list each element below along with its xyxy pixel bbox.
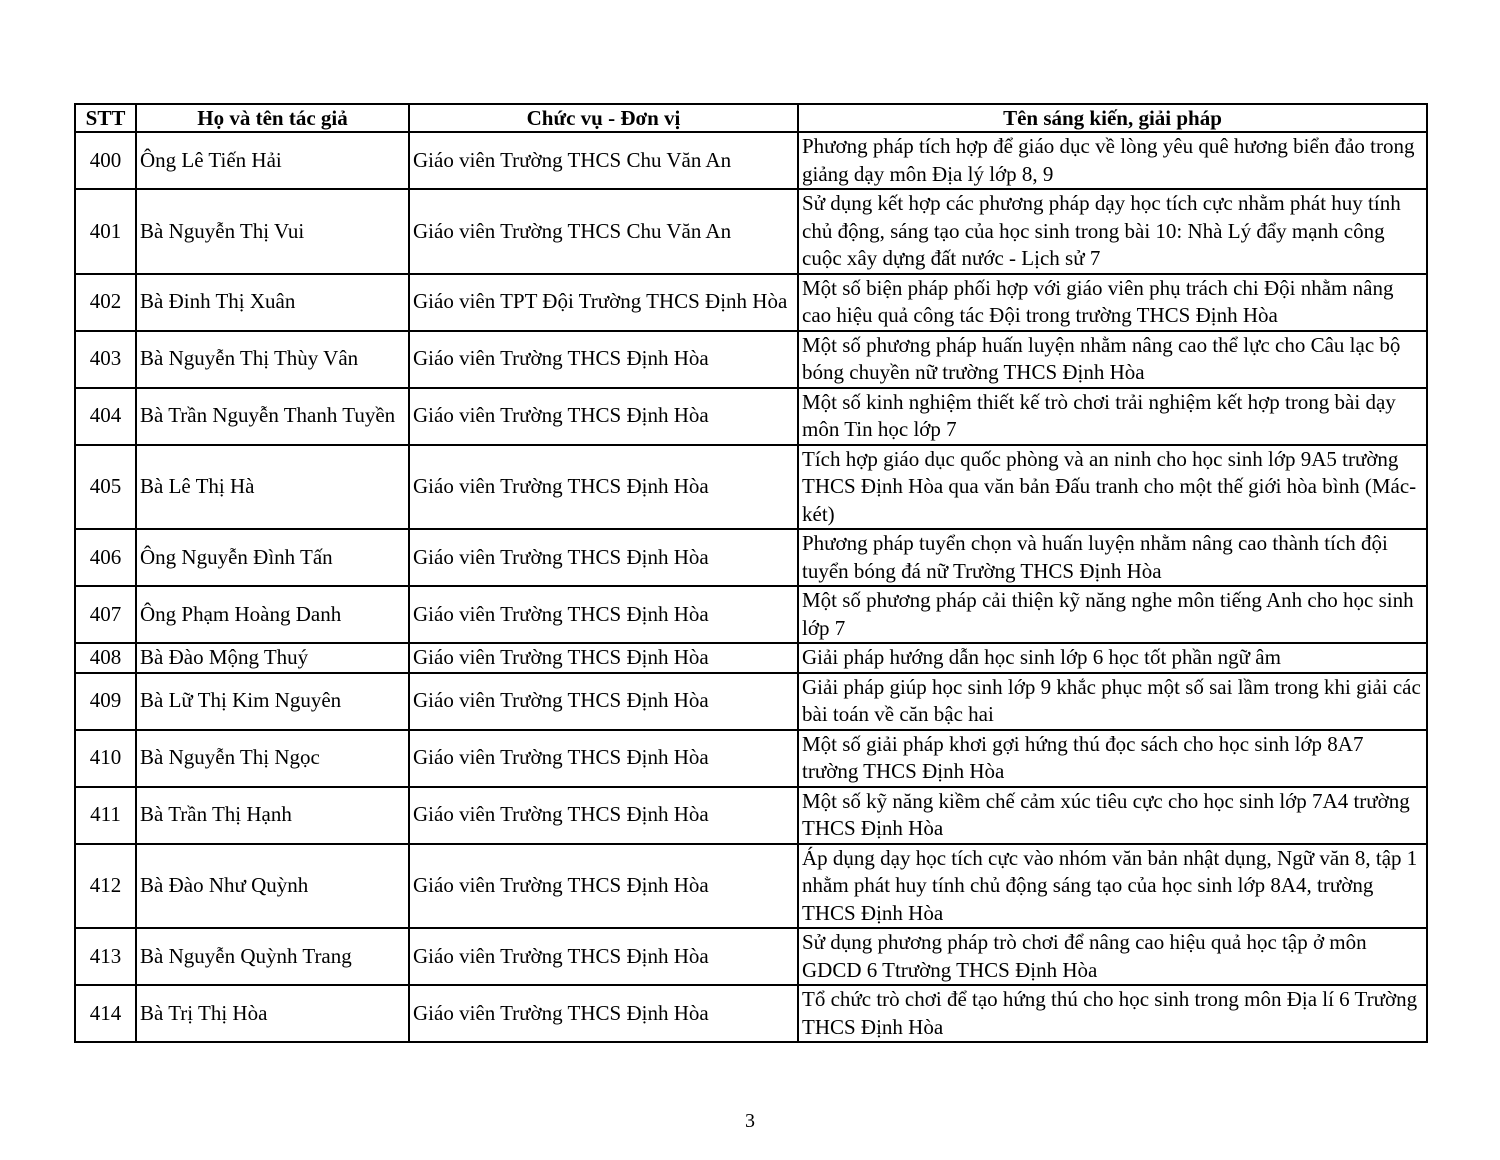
- cell-position-unit: Giáo viên Trường THCS Định Hòa: [409, 331, 798, 388]
- table-row: [75, 928, 1427, 985]
- cell-initiative-title: Một số kinh nghiệm thiết kế trò chơi trải nghiệm kết hợp trong bài dạy môn Tin học lớp 7: [798, 388, 1427, 445]
- cell-author-name: Ông Lê Tiến Hải: [136, 132, 409, 189]
- cell-position-unit: Giáo viên Trường THCS Chu Văn An: [409, 132, 798, 189]
- cell-stt: 405: [75, 445, 136, 530]
- page-number: 3: [745, 1110, 755, 1132]
- cell-initiative-title: Phương pháp tích hợp để giáo dục về lòng yêu quê hương biển đảo trong giảng dạy môn Địa lý lớp 8, 9: [798, 132, 1427, 189]
- cell-author-name: Bà Lữ Thị Kim Nguyên: [136, 673, 409, 730]
- cell-author-name: Bà Nguyễn Thị Vui: [136, 189, 409, 274]
- cell-position-unit: Giáo viên Trường THCS Định Hòa: [409, 586, 798, 643]
- cell-stt: 401: [75, 189, 136, 274]
- table-row: [75, 529, 1427, 586]
- cell-initiative-title: Một số kỹ năng kiềm chế cảm xúc tiêu cực cho học sinh lớp 7A4 trường THCS Định Hòa: [798, 787, 1427, 844]
- header-initiative-title: Tên sáng kiến, giải pháp: [798, 104, 1427, 132]
- cell-stt: 409: [75, 673, 136, 730]
- cell-author-name: Bà Trần Thị Hạnh: [136, 787, 409, 844]
- table-row: [75, 189, 1427, 274]
- cell-author-name: Bà Đào Mộng Thuý: [136, 643, 409, 673]
- cell-position-unit: Giáo viên Trường THCS Định Hòa: [409, 673, 798, 730]
- cell-initiative-title: Phương pháp tuyển chọn và huấn luyện nhằm nâng cao thành tích đội tuyển bóng đá nữ Trường THCS Định Hòa: [798, 529, 1427, 586]
- cell-stt: 403: [75, 331, 136, 388]
- cell-author-name: Bà Nguyễn Thị Thùy Vân: [136, 331, 409, 388]
- header-stt: STT: [75, 104, 136, 132]
- header-author-name: Họ và tên tác giả: [136, 104, 409, 132]
- cell-stt: 411: [75, 787, 136, 844]
- table-row: [75, 274, 1427, 331]
- cell-author-name: Bà Nguyễn Quỳnh Trang: [136, 928, 409, 985]
- cell-stt: 413: [75, 928, 136, 985]
- cell-position-unit: Giáo viên Trường THCS Định Hòa: [409, 643, 798, 673]
- cell-position-unit: Giáo viên Trường THCS Chu Văn An: [409, 189, 798, 274]
- cell-author-name: Ông Nguyễn Đình Tấn: [136, 529, 409, 586]
- cell-stt: 414: [75, 985, 136, 1042]
- table-row: [75, 388, 1427, 445]
- cell-initiative-title: Một số giải pháp khơi gợi hứng thú đọc sách cho học sinh lớp 8A7 trường THCS Định Hòa: [798, 730, 1427, 787]
- cell-author-name: Bà Nguyễn Thị Ngọc: [136, 730, 409, 787]
- cell-author-name: Bà Đào Như Quỳnh: [136, 844, 409, 929]
- header-position-unit: Chức vụ - Đơn vị: [409, 104, 798, 132]
- table-row: [75, 331, 1427, 388]
- cell-initiative-title: Sử dụng kết hợp các phương pháp dạy học tích cực nhằm phát huy tính chủ động, sáng tạo của học sinh trong bài 10: Nhà Lý đẩy mạnh công cuộc xây dựng đất nước - Lịch sử 7: [798, 189, 1427, 274]
- cell-stt: 408: [75, 643, 136, 673]
- cell-stt: 400: [75, 132, 136, 189]
- cell-initiative-title: Giải pháp giúp học sinh lớp 9 khắc phục một số sai lầm trong khi giải các bài toán về căn bậc hai: [798, 673, 1427, 730]
- cell-author-name: Bà Trần Nguyễn Thanh Tuyền: [136, 388, 409, 445]
- table-row: [75, 586, 1427, 643]
- cell-position-unit: Giáo viên TPT Đội Trường THCS Định Hòa: [409, 274, 798, 331]
- cell-initiative-title: Áp dụng dạy học tích cực vào nhóm văn bản nhật dụng, Ngữ văn 8, tập 1 nhằm phát huy tính chủ động sáng tạo của học sinh lớp 8A4, trường THCS Định Hòa: [798, 844, 1427, 929]
- cell-initiative-title: Một số phương pháp huấn luyện nhằm nâng cao thể lực cho Câu lạc bộ bóng chuyền nữ trường THCS Định Hòa: [798, 331, 1427, 388]
- table-row: [75, 985, 1427, 1042]
- cell-initiative-title: Giải pháp hướng dẫn học sinh lớp 6 học tốt phần ngữ âm: [798, 643, 1427, 673]
- cell-initiative-title: Tích hợp giáo dục quốc phòng và an ninh cho học sinh lớp 9A5 trường THCS Định Hòa qua văn bản Đấu tranh cho một thế giới hòa bình (Mác-két): [798, 445, 1427, 530]
- cell-stt: 410: [75, 730, 136, 787]
- cell-author-name: Ông Phạm Hoàng Danh: [136, 586, 409, 643]
- cell-initiative-title: Tổ chức trò chơi để tạo hứng thú cho học sinh trong môn Địa lí 6 Trường THCS Định Hòa: [798, 985, 1427, 1042]
- cell-initiative-title: Một số phương pháp cải thiện kỹ năng nghe môn tiếng Anh cho học sinh lớp 7: [798, 586, 1427, 643]
- initiatives-table: [74, 103, 1428, 1043]
- cell-stt: 404: [75, 388, 136, 445]
- table-row: [75, 643, 1427, 673]
- cell-stt: 407: [75, 586, 136, 643]
- table-row: [75, 730, 1427, 787]
- cell-author-name: Bà Lê Thị Hà: [136, 445, 409, 530]
- cell-initiative-title: Sử dụng phương pháp trò chơi để nâng cao hiệu quả học tập ở môn GDCD 6 Ttrường THCS Định Hòa: [798, 928, 1427, 985]
- table-header-row: [75, 104, 1427, 132]
- cell-position-unit: Giáo viên Trường THCS Định Hòa: [409, 985, 798, 1042]
- cell-position-unit: Giáo viên Trường THCS Định Hòa: [409, 730, 798, 787]
- cell-stt: 406: [75, 529, 136, 586]
- table-body: [75, 132, 1427, 1042]
- cell-position-unit: Giáo viên Trường THCS Định Hòa: [409, 787, 798, 844]
- table-row: [75, 787, 1427, 844]
- cell-stt: 402: [75, 274, 136, 331]
- cell-position-unit: Giáo viên Trường THCS Định Hòa: [409, 529, 798, 586]
- cell-stt: 412: [75, 844, 136, 929]
- table-row: [75, 673, 1427, 730]
- cell-position-unit: Giáo viên Trường THCS Định Hòa: [409, 388, 798, 445]
- table-row: [75, 132, 1427, 189]
- table-row: [75, 844, 1427, 929]
- cell-author-name: Bà Trị Thị Hòa: [136, 985, 409, 1042]
- cell-position-unit: Giáo viên Trường THCS Định Hòa: [409, 445, 798, 530]
- cell-author-name: Bà Đinh Thị Xuân: [136, 274, 409, 331]
- cell-position-unit: Giáo viên Trường THCS Định Hòa: [409, 928, 798, 985]
- cell-position-unit: Giáo viên Trường THCS Định Hòa: [409, 844, 798, 929]
- cell-initiative-title: Một số biện pháp phối hợp với giáo viên phụ trách chi Đội nhằm nâng cao hiệu quả công tác Đội trong trường THCS Định Hòa: [798, 274, 1427, 331]
- table-row: [75, 445, 1427, 530]
